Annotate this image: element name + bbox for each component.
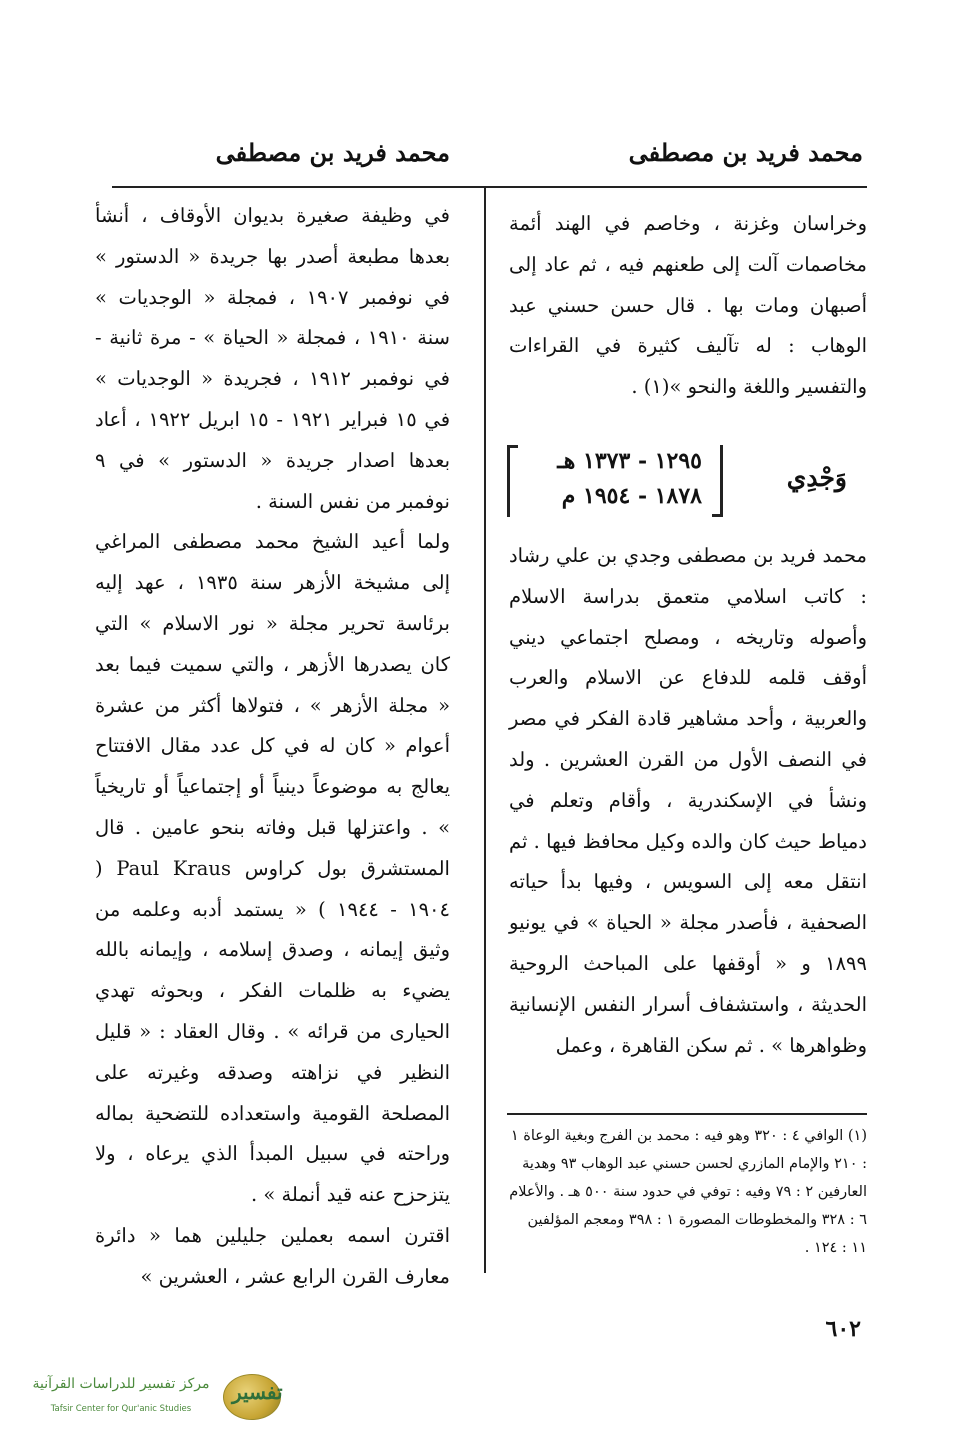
dates-hijri: ١٢٩٥ - ١٣٧٣ هـ [557, 448, 702, 474]
dates-gregorian: ١٨٧٨ - ١٩٥٤ م [561, 483, 702, 509]
running-head-left: محمد فريد بن مصطفى [215, 138, 450, 167]
footnote: (١) الوافي ٤ : ٣٢٠ وهو فيه : محمد بن الفرج وبغية الوعاة ١ : ٢١٠ والإمام المازري لحسن حسني عبد الوهاب ٩٣ وهدية العارفين ٢ : ٧٩ وفيه : توفي في حدود سنة ٥٠٠ هـ . والأعلام ٦ : ٣٢٨ والمخطوطات المصورة ١ : ٣٩٨ ومعجم المؤلفين ١١ : ١٢٤ . [509, 1128, 867, 1256]
left-column [95, 196, 450, 1298]
entry-name: وَجْدِي [786, 463, 847, 492]
entry-heading [507, 445, 867, 525]
logo-word: تفسير [232, 1380, 283, 1404]
tafsir-center-logo [18, 1370, 298, 1430]
page-number: ٦٠٢ [825, 1316, 861, 1342]
left-paragraph-2: ولما أعيد الشيخ محمد مصطفى المراغي إلى مشيخة الأزهر سنة ١٩٣٥ ، عهد إليه برئاسة تحرير مجلة « نور الاسلام » التي كان يصدرها الأزهر ، والتي سميت فيما بعد « مجلة الأزهر » ، فتولاها أكثر من عشرة أعوام « كان له في كل عدد مقال الافتتاح يعالج به موضوعاً دينياً أو إجتماعياً أو تاريخياً » . واعتزلها قبل وفاته بنحو عامين . قال المستشرق بول كراوس Paul Kraus ( ١٩٠٤ - ١٩٤٤ ) « يستمد أدبه وعلمه من وثيق إيمانه ، وصدق إسلامه ، وإيمانه بالله يضيء به ظلمات الفكر ، وبحوثه تهدي الحيارى من قرائه » . وقال العقاد : « قليل النظير في نزاهته وصدقه وغيرته على المصلحة القومية واستعداده للتضحية بماله وراحته في سبيل المبدأ الذي يرعاه ، ولا يتزحزح عنه قيد أنملة » . [95, 530, 450, 1207]
logo-title: مركز تفسير للدراسات القرآنية [32, 1376, 210, 1392]
header-rule [112, 186, 867, 188]
logo-subtitle: Tafsir Center for Qur'anic Studies [50, 1404, 192, 1414]
column-divider [484, 188, 486, 1273]
footnote-rule [507, 1113, 867, 1115]
dates-bracket [507, 445, 723, 517]
right-paragraph-2: محمد فريد بن مصطفى وجدي بن علي رشاد : كاتب اسلامي متعمق بدراسة الاسلام وأصوله وتاريخه ، ومصلح اجتماعي ديني أوقف قلمه للدفاع عن الاسلام والعرب والعربية ، وأحد مشاهير قادة الفكر في مصر في النصف الأول من القرن العشرين . ولد ونشأ في الإسكندرية ، وأقام وتعلم في دمياط حيث كان والده وكيل محافظ فيها . ثم انتقل معه إلى السويس ، وفيها بدأ حياته الصحفية ، فأصدر مجلة « الحياة » في يونيو ١٨٩٩ و « أوقفها على المباحث الروحية الحديثة ، واستشفاف أسرار النفس الإنسانية وظواهرها » . ثم سكن القاهرة ، وعمل [509, 544, 867, 1057]
running-head-right: محمد فريد بن مصطفى [628, 138, 863, 167]
right-paragraph-1: وخراسان وغزنة ، وخاصم في الهند أئمة مخاصمات آلت إلى طعنهم فيه ، ثم عاد إلى أصبهان ومات بها . قال حسن حسني عبد الوهاب : له تآليف كثيرة في القراءات والتفسير واللغة والنحو »(١) . [509, 212, 867, 399]
left-paragraph-3: اقترن اسمه بعملين جليلين هما « دائرة معارف القرن الرابع عشر ، العشرين » [95, 1223, 450, 1288]
left-paragraph-1: في وظيفة صغيرة بديوان الأوقاف ، أنشأ بعدها مطبعة أصدر بها جريدة « الدستور » في نوفمبر ١٩٠٧ ، فمجلة « الوجديات » سنة ١٩١٠ ، فمجلة « الحياة » - مرة ثانية - في نوفمبر ١٩١٢ ، فجريدة « الوجديات » في ١٥ فبراير ١٩٢١ - ١٥ ابريل ١٩٢٢ ، أعاد بعدها اصدار جريدة « الدستور » في ٩ نوفمبر من نفس السنة . [95, 204, 451, 513]
